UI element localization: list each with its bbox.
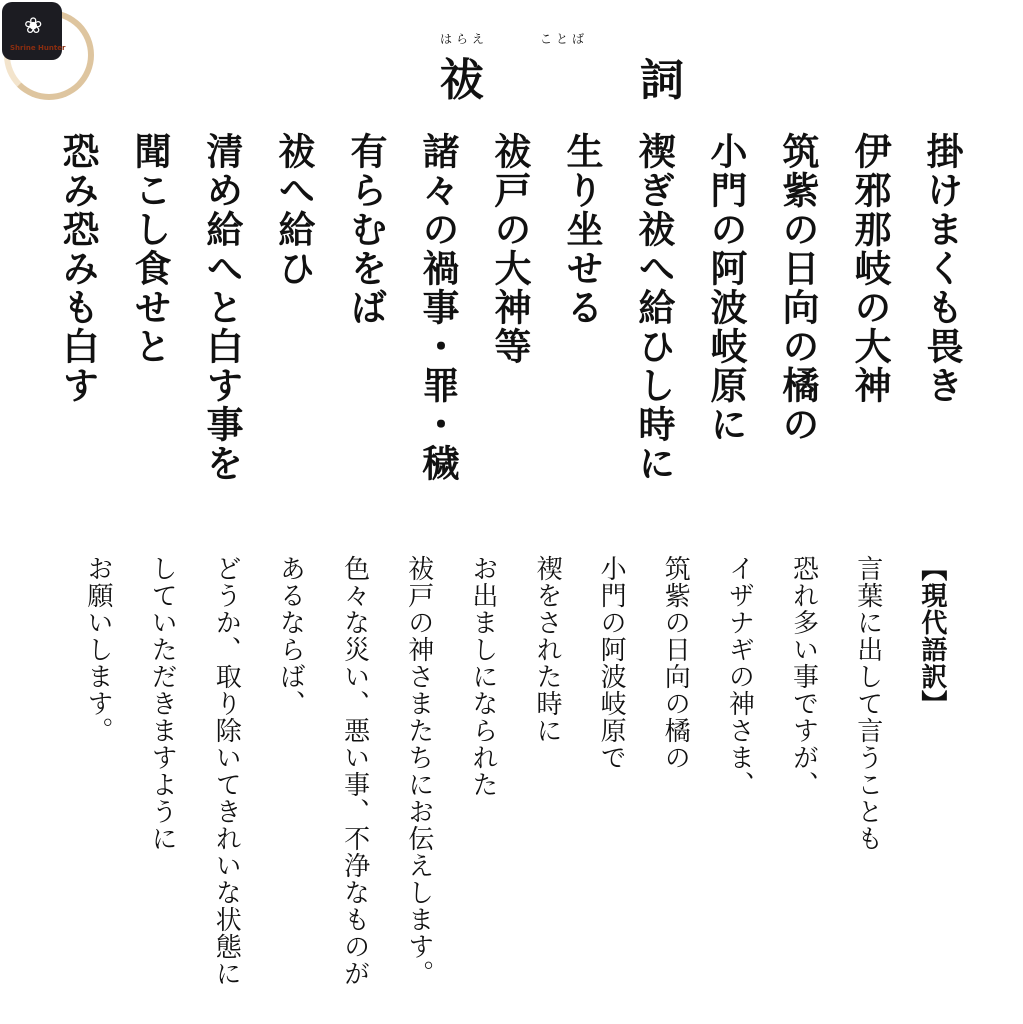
translation-line: 祓戸の神さまたちにお伝えします。 xyxy=(403,555,434,987)
translation-line: 色々な災い、悪い事、不浄なものが xyxy=(339,555,370,987)
norito-line: 小門の阿波岐原に xyxy=(704,132,748,444)
norito-text xyxy=(50,132,970,492)
translation-heading: 【現代語訳】 xyxy=(916,555,947,717)
translation-line: していただきますように xyxy=(147,555,178,852)
norito-line: 恐み恐みも白す xyxy=(56,132,100,405)
norito-line: 聞こし食せと xyxy=(128,132,172,366)
norito-line: 生り坐せる xyxy=(560,132,604,327)
shrine-logo xyxy=(0,0,100,104)
norito-line: 有らむをば xyxy=(344,132,388,327)
translation-line: イザナギの神さま、 xyxy=(724,555,755,798)
title-ruby-kotoba: ことば xyxy=(540,32,589,46)
norito-line: 諸々の禍事・罪・穢 xyxy=(416,132,460,483)
translation-line: お願いします。 xyxy=(83,555,113,744)
norito-line: 清め給へと白す事を xyxy=(200,132,244,483)
brain-icon: ❀ xyxy=(24,14,43,39)
norito-line: 掛けまくも畏き xyxy=(920,132,964,405)
translation-line: どうか、取り除いてきれいな状態に xyxy=(211,555,242,987)
norito-line: 伊邪那岐の大神 xyxy=(848,132,892,405)
translation-line: あるならば、 xyxy=(275,555,306,717)
translation-line: 言葉に出して言うことも xyxy=(852,555,883,852)
translation-line: 恐れ多い事ですが、 xyxy=(788,555,819,798)
modern-translation xyxy=(80,555,950,1020)
title-text: 祓 詞 xyxy=(440,55,740,106)
norito-line: 祓へ給ひ xyxy=(272,132,316,288)
translation-line: お出ましになられた xyxy=(467,555,498,798)
translation-line: 小門の阿波岐原で xyxy=(596,555,627,771)
logo-text: Shrine Hunter xyxy=(10,44,66,52)
norito-line: 筑紫の日向の橘の xyxy=(776,132,820,444)
norito-line: 禊ぎ祓へ給ひし時に xyxy=(632,132,676,483)
title-ruby-harae: はらえ xyxy=(440,32,489,46)
translation-line: 筑紫の日向の橘の xyxy=(660,555,691,771)
translation-line: 禊をされた時に xyxy=(531,555,562,744)
page-title xyxy=(440,30,740,106)
norito-line: 祓戸の大神等 xyxy=(488,132,532,366)
